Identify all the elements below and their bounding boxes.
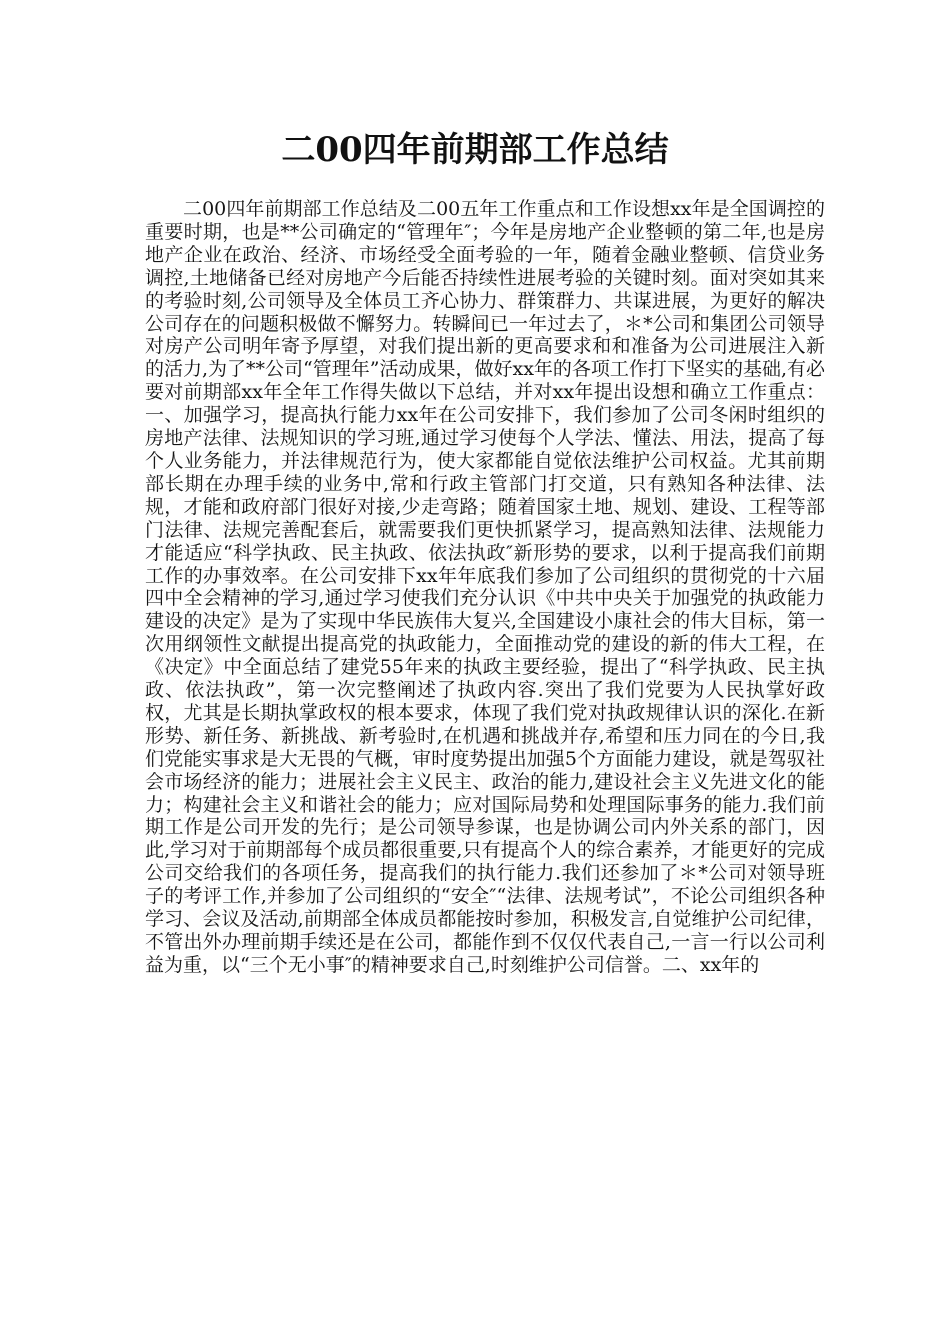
document-title: 二00四年前期部工作总结 [281, 130, 669, 170]
document-body-paragraph: 二00四年前期部工作总结及二00五年工作重点和工作设想xx年是全国调控的重要时期，也是**公司确定的“管理年″；今年是房地产企业整顿的第二年,也是房地产企业在政治、经济、市场经受全面考验的一年，随着金融业整顿、信贷业务调控,土地储备已经对房地产今后能否持续性进展考验的关键时刻。面对突如其来的考验时刻,公司领导及全体员工齐心协力、群策群力、共谋进展，为更好的解决公司存在的问题积极做不懈努力。转瞬间已一年过去了，＊*公司和集团公司领导对房产公司明年寄予厚望，对我们提出新的更高要求和和准备为公司进展注入新的活力,为了**公司“管理年”活动成果，做好xx年的各项工作打下坚实的基础,有必要对前期部xx年全年工作得失做以下总结，并对xx年提出设想和确立工作重点：一、加强学习，提高执行能力xx年在公司安排下，我们参加了公司冬闲时组织的房地产法律、法规知识的学习班,通过学习使每个人学法、懂法、用法，提高了每个人业务能力，并法律规范行为，使大家都能自觉依法维护公司权益。尤其前期部长期在办理手续的业务中,常和行政主管部门打交道，只有熟知各种法律、法规，才能和政府部门很好对接,少走弯路；随着国家土地、规划、建设、工程等部门法律、法规完善配套后，就需要我们更快抓紧学习，提高熟知法律、法规能力才能适应“科学执政、民主执政、依法执政″新形势的要求，以利于提高我们前期工作的办事效率。在公司安排下xx年年底我们参加了公司组织的贯彻党的十六届四中全会精神的学习,通过学习使我们充分认识《中共中央关于加强党的执政能力建设的决定》是为了实现中华民族伟大复兴,全国建设小康社会的伟大目标，第一次用纲领性文献提出提高党的执政能力，全面推动党的建设的新的伟大工程，在《决定》中全面总结了建党55年来的执政主要经验，提出了“科学执政、民主执政、依法执政”，第一次完整阐述了执政内容.突出了我们党要为人民执掌好政权，尤其是长期执掌政权的根本要求，体现了我们党对执政规律认识的深化.在新形势、新任务、新挑战、新考验时,在机遇和挑战并存,希望和压力同在的今日,我们党能实事求是大无畏的气概，审时度势提出加强5个方面能力建设，就是驾驭社会市场经济的能力；进展社会主义民主、政治的能力,建设社会主义先进文化的能力；构建社会主义和谐社会的能力；应对国际局势和处理国际事务的能力.我们前期工作是公司开发的先行；是公司领导参谋，也是协调公司内外关系的部门，因此,学习对于前期部每个成员都很重要,只有提高个人的综合素养，才能更好的完成公司交给我们的各项任务，提高我们的执行能力.我们还参加了＊*公司对领导班子的考评工作,并参加了公司组织的“安全″“法律、法规考试”，不论公司组织各种学习、会议及活动,前期部全体成员都能按时参加，积极发言,自觉维护公司纪律，不管出外办理前期手续还是在公司，都能作到不仅仅代表自己,一言一行以公司利益为重，以“三个无小事″的精神要求自己,时刻维护公司信誉。二、xx年的 [145, 198, 825, 976]
